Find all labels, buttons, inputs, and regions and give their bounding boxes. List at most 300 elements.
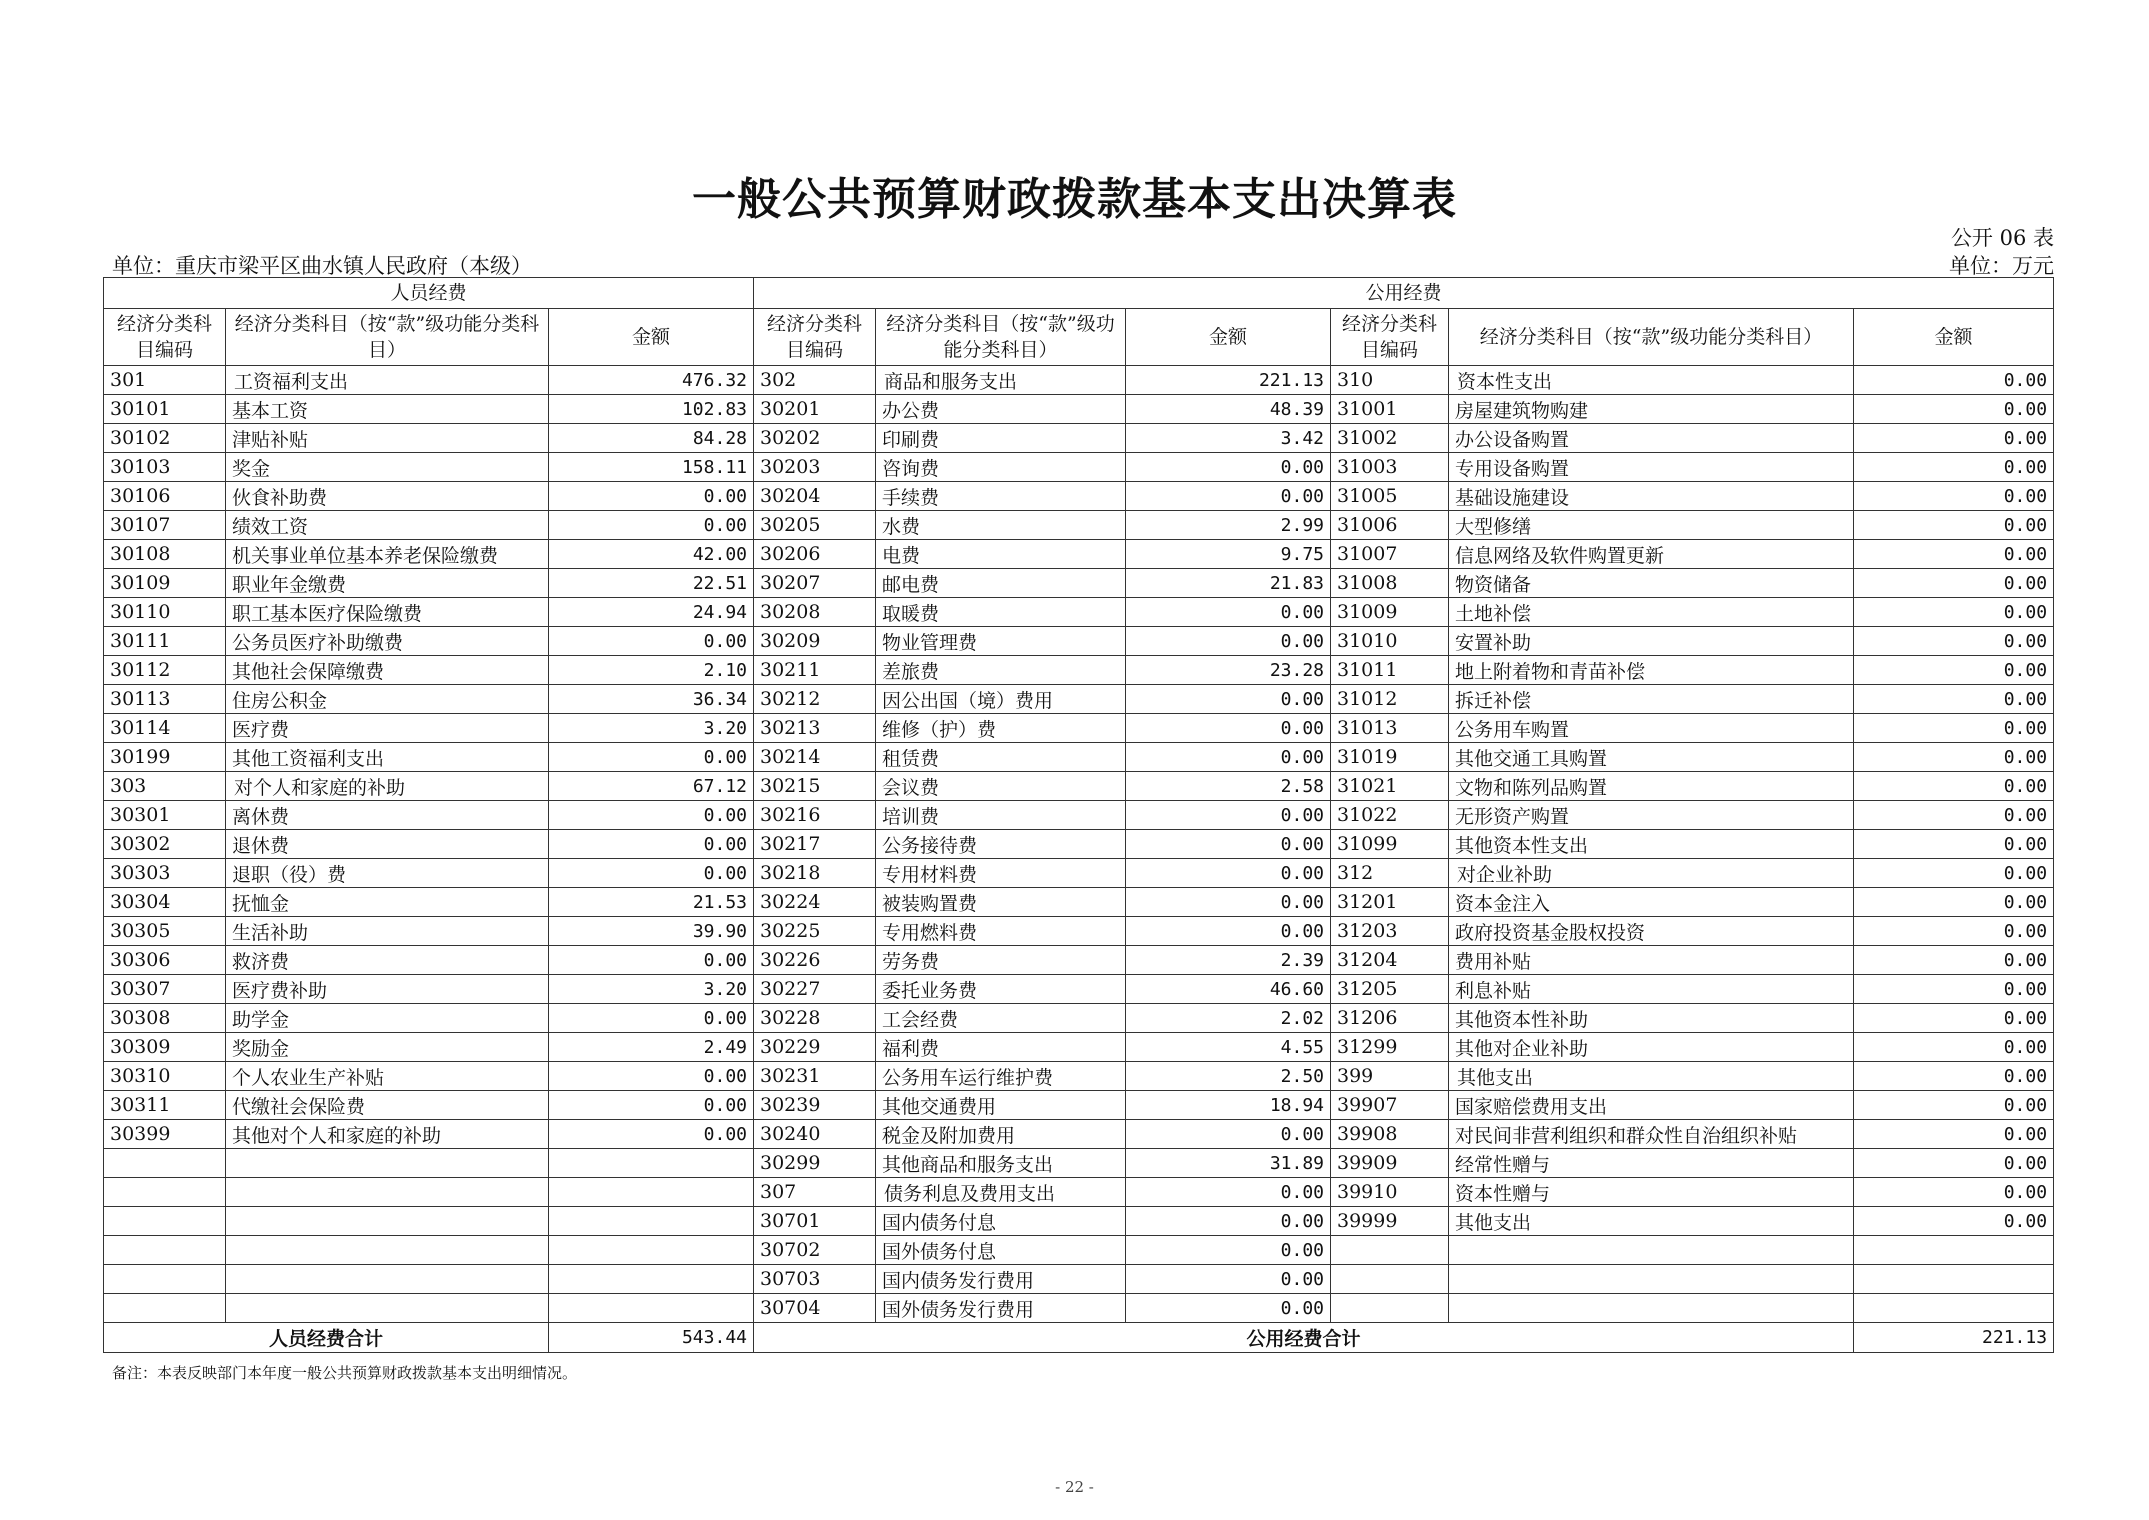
- cell-code: 31201: [1331, 888, 1449, 917]
- cell-name: 无形资产购置: [1449, 801, 1854, 830]
- cell-amount: 46.60: [1126, 975, 1331, 1004]
- cell-amount: 0.00: [1854, 1178, 2054, 1207]
- cell-code: 30102: [104, 424, 226, 453]
- cell-name: 退职（役）费: [226, 859, 549, 888]
- cell-amount: 0.00: [549, 946, 754, 975]
- cell-name: 专用材料费: [876, 859, 1126, 888]
- cell-amount: 221.13: [1126, 366, 1331, 395]
- cell-code: 30209: [754, 627, 876, 656]
- cell-code: 30308: [104, 1004, 226, 1033]
- cell-amount: 0.00: [1854, 917, 2054, 946]
- cell-amount: 0.00: [1854, 482, 2054, 511]
- cell-name: 劳务费: [876, 946, 1126, 975]
- cell-amount: 0.00: [1854, 859, 2054, 888]
- cell-code: 30216: [754, 801, 876, 830]
- table-row: [104, 1120, 2054, 1149]
- cell-code: 30201: [754, 395, 876, 424]
- cell-amount: 0.00: [549, 830, 754, 859]
- cell-amount: 31.89: [1126, 1149, 1331, 1178]
- cell-name: [226, 1178, 549, 1207]
- cell-code: 30103: [104, 453, 226, 482]
- cell-code: 31099: [1331, 830, 1449, 859]
- cell-name: 安置补助: [1449, 627, 1854, 656]
- cell-code: 30101: [104, 395, 226, 424]
- col-header-amount: 金额: [1854, 309, 2054, 366]
- cell-code: 30202: [754, 424, 876, 453]
- cell-name: 大型修缮: [1449, 511, 1854, 540]
- cell-code: 31205: [1331, 975, 1449, 1004]
- cell-code: 30311: [104, 1091, 226, 1120]
- cell-code: 31010: [1331, 627, 1449, 656]
- table-code-label: 公开 06 表: [1950, 226, 2054, 250]
- cell-amount: 0.00: [1854, 627, 2054, 656]
- cell-amount: 0.00: [1126, 453, 1331, 482]
- cell-code: 30231: [754, 1062, 876, 1091]
- cell-code: 30228: [754, 1004, 876, 1033]
- cell-name: 差旅费: [876, 656, 1126, 685]
- cell-name: 资本性赠与: [1449, 1178, 1854, 1207]
- cell-code: 30208: [754, 598, 876, 627]
- cell-code: 30227: [754, 975, 876, 1004]
- cell-amount: 2.50: [1126, 1062, 1331, 1091]
- cell-name: 地上附着物和青苗补偿: [1449, 656, 1854, 685]
- totals-row: [104, 1323, 2054, 1353]
- cell-code: 30214: [754, 743, 876, 772]
- cell-amount: 0.00: [549, 1004, 754, 1033]
- cell-name: 津贴补贴: [226, 424, 549, 453]
- cell-amount: [549, 1294, 754, 1323]
- cell-name: 债务利息及费用支出: [876, 1178, 1126, 1207]
- cell-name: 其他资本性补助: [1449, 1004, 1854, 1033]
- cell-code: 30224: [754, 888, 876, 917]
- cell-name: 对个人和家庭的补助: [226, 772, 549, 801]
- cell-amount: 0.00: [1854, 656, 2054, 685]
- cell-code: 30203: [754, 453, 876, 482]
- cell-amount: 9.75: [1126, 540, 1331, 569]
- cell-name: 专用燃料费: [876, 917, 1126, 946]
- table-row: [104, 685, 2054, 714]
- cell-code: 30399: [104, 1120, 226, 1149]
- cell-code: 31002: [1331, 424, 1449, 453]
- cell-name: 水费: [876, 511, 1126, 540]
- cell-name: 基本工资: [226, 395, 549, 424]
- table-row: [104, 656, 2054, 685]
- group-header-personnel: 人员经费: [104, 278, 754, 309]
- cell-name: 职工基本医疗保险缴费: [226, 598, 549, 627]
- group-header-public: 公用经费: [754, 278, 2054, 309]
- cell-amount: 0.00: [1854, 830, 2054, 859]
- cell-amount: 0.00: [1854, 395, 2054, 424]
- cell-amount: 2.49: [549, 1033, 754, 1062]
- cell-amount: 0.00: [1126, 1207, 1331, 1236]
- cell-name: 咨询费: [876, 453, 1126, 482]
- table-row: [104, 1033, 2054, 1062]
- cell-name: 利息补贴: [1449, 975, 1854, 1004]
- cell-code: 30106: [104, 482, 226, 511]
- cell-amount: 0.00: [1854, 1004, 2054, 1033]
- cell-name: 对企业补助: [1449, 859, 1854, 888]
- cell-code: 31011: [1331, 656, 1449, 685]
- table-row: [104, 453, 2054, 482]
- table-row: [104, 1294, 2054, 1323]
- cell-code: 30206: [754, 540, 876, 569]
- table-row: [104, 395, 2054, 424]
- cell-code: 31006: [1331, 511, 1449, 540]
- cell-name: 办公设备购置: [1449, 424, 1854, 453]
- cell-code: 31021: [1331, 772, 1449, 801]
- unit-currency: 单位：万元: [1949, 254, 2054, 278]
- table-row: [104, 511, 2054, 540]
- cell-code: 30110: [104, 598, 226, 627]
- cell-amount: 21.83: [1126, 569, 1331, 598]
- cell-code: 31019: [1331, 743, 1449, 772]
- cell-name: 生活补助: [226, 917, 549, 946]
- cell-code: 30306: [104, 946, 226, 975]
- cell-name: 国家赔偿费用支出: [1449, 1091, 1854, 1120]
- cell-code: 30229: [754, 1033, 876, 1062]
- cell-code: [1331, 1236, 1449, 1265]
- cell-name: 其他社会保障缴费: [226, 656, 549, 685]
- cell-name: 印刷费: [876, 424, 1126, 453]
- cell-code: 30215: [754, 772, 876, 801]
- cell-amount: [549, 1236, 754, 1265]
- cell-amount: 3.20: [549, 714, 754, 743]
- table-row: [104, 1062, 2054, 1091]
- page-title: 一般公共预算财政拨款基本支出决算表: [692, 174, 1457, 225]
- cell-amount: 0.00: [1854, 975, 2054, 1004]
- cell-code: 30205: [754, 511, 876, 540]
- cell-amount: [1854, 1294, 2054, 1323]
- table-body: [104, 366, 2054, 1323]
- cell-code: [1331, 1265, 1449, 1294]
- cell-name: 公务用车运行维护费: [876, 1062, 1126, 1091]
- table-row: [104, 1149, 2054, 1178]
- cell-code: 30109: [104, 569, 226, 598]
- cell-name: 伙食补助费: [226, 482, 549, 511]
- cell-name: 其他对个人和家庭的补助: [226, 1120, 549, 1149]
- cell-name: 国内债务发行费用: [876, 1265, 1126, 1294]
- cell-name: 其他资本性支出: [1449, 830, 1854, 859]
- cell-code: 30225: [754, 917, 876, 946]
- cell-name: 维修（护）费: [876, 714, 1126, 743]
- cell-code: 30310: [104, 1062, 226, 1091]
- col-header-name: 经济分类科目（按“款”级功能分类科目）: [1449, 309, 1854, 366]
- cell-name: 委托业务费: [876, 975, 1126, 1004]
- cell-name: 福利费: [876, 1033, 1126, 1062]
- cell-name: [1449, 1236, 1854, 1265]
- cell-code: 39908: [1331, 1120, 1449, 1149]
- table-row: [104, 801, 2054, 830]
- total-public-value: 221.13: [1854, 1323, 2054, 1353]
- cell-name: 救济费: [226, 946, 549, 975]
- cell-code: 310: [1331, 366, 1449, 395]
- cell-amount: 36.34: [549, 685, 754, 714]
- cell-amount: 3.20: [549, 975, 754, 1004]
- cell-name: 其他支出: [1449, 1207, 1854, 1236]
- cell-amount: 0.00: [549, 1062, 754, 1091]
- cell-name: 专用设备购置: [1449, 453, 1854, 482]
- cell-code: 30701: [754, 1207, 876, 1236]
- cell-name: 机关事业单位基本养老保险缴费: [226, 540, 549, 569]
- cell-code: 31007: [1331, 540, 1449, 569]
- cell-amount: 102.83: [549, 395, 754, 424]
- cell-amount: 0.00: [1126, 598, 1331, 627]
- cell-name: 医疗费: [226, 714, 549, 743]
- table-row: [104, 975, 2054, 1004]
- table-row: [104, 1091, 2054, 1120]
- cell-name: 会议费: [876, 772, 1126, 801]
- cell-name: [1449, 1294, 1854, 1323]
- cell-code: 30114: [104, 714, 226, 743]
- cell-amount: 0.00: [1854, 366, 2054, 395]
- cell-code: 30211: [754, 656, 876, 685]
- total-personnel-label: 人员经费合计: [104, 1323, 549, 1353]
- table-row: [104, 366, 2054, 395]
- cell-amount: 0.00: [549, 482, 754, 511]
- cell-name: 基础设施建设: [1449, 482, 1854, 511]
- cell-amount: 84.28: [549, 424, 754, 453]
- cell-code: 30703: [754, 1265, 876, 1294]
- cell-amount: 2.10: [549, 656, 754, 685]
- cell-amount: 0.00: [1854, 1149, 2054, 1178]
- cell-code: 30112: [104, 656, 226, 685]
- cell-code: 30299: [754, 1149, 876, 1178]
- cell-code: [104, 1294, 226, 1323]
- cell-code: 30704: [754, 1294, 876, 1323]
- cell-amount: 0.00: [549, 627, 754, 656]
- cell-code: 30304: [104, 888, 226, 917]
- cell-amount: 0.00: [1854, 1091, 2054, 1120]
- cell-amount: 0.00: [1854, 453, 2054, 482]
- cell-code: 31203: [1331, 917, 1449, 946]
- cell-amount: 0.00: [1854, 511, 2054, 540]
- cell-name: 其他交通工具购置: [1449, 743, 1854, 772]
- expenditure-table: [103, 277, 2054, 1353]
- cell-name: 工资福利支出: [226, 366, 549, 395]
- cell-name: 信息网络及软件购置更新: [1449, 540, 1854, 569]
- cell-amount: 0.00: [1126, 1265, 1331, 1294]
- page-number: - 22 -: [1055, 1478, 1094, 1496]
- cell-code: [104, 1207, 226, 1236]
- cell-amount: 0.00: [1126, 859, 1331, 888]
- cell-name: 取暖费: [876, 598, 1126, 627]
- cell-name: 物业管理费: [876, 627, 1126, 656]
- cell-amount: 67.12: [549, 772, 754, 801]
- cell-name: 政府投资基金股权投资: [1449, 917, 1854, 946]
- cell-code: 30212: [754, 685, 876, 714]
- cell-code: 301: [104, 366, 226, 395]
- cell-name: 拆迁补偿: [1449, 685, 1854, 714]
- cell-name: 工会经费: [876, 1004, 1126, 1033]
- cell-code: 31013: [1331, 714, 1449, 743]
- cell-code: 30303: [104, 859, 226, 888]
- cell-code: [104, 1149, 226, 1178]
- cell-amount: 0.00: [1854, 540, 2054, 569]
- cell-amount: 0.00: [1126, 830, 1331, 859]
- cell-amount: 158.11: [549, 453, 754, 482]
- cell-name: 对民间非营利组织和群众性自治组织补贴: [1449, 1120, 1854, 1149]
- table-row: [104, 482, 2054, 511]
- cell-code: 31001: [1331, 395, 1449, 424]
- cell-name: 其他支出: [1449, 1062, 1854, 1091]
- cell-name: [226, 1236, 549, 1265]
- cell-amount: 0.00: [1854, 685, 2054, 714]
- cell-amount: 24.94: [549, 598, 754, 627]
- cell-name: 办公费: [876, 395, 1126, 424]
- cell-amount: 48.39: [1126, 395, 1331, 424]
- table-row: [104, 1004, 2054, 1033]
- cell-code: 31299: [1331, 1033, 1449, 1062]
- cell-name: 奖金: [226, 453, 549, 482]
- table-row: [104, 598, 2054, 627]
- total-personnel-value: 543.44: [549, 1323, 754, 1353]
- cell-amount: 0.00: [1854, 1062, 2054, 1091]
- cell-code: 30218: [754, 859, 876, 888]
- cell-name: 公务接待费: [876, 830, 1126, 859]
- cell-amount: 39.90: [549, 917, 754, 946]
- cell-name: 被装购置费: [876, 888, 1126, 917]
- cell-code: 30309: [104, 1033, 226, 1062]
- cell-name: 其他对企业补助: [1449, 1033, 1854, 1062]
- cell-amount: 0.00: [1126, 627, 1331, 656]
- cell-code: 303: [104, 772, 226, 801]
- cell-amount: 0.00: [1126, 482, 1331, 511]
- cell-code: [104, 1236, 226, 1265]
- col-header-name: 经济分类科目（按“款”级功能分类科目）: [876, 309, 1126, 366]
- col-header-code: 经济分类科目编码: [754, 309, 876, 366]
- cell-name: 税金及附加费用: [876, 1120, 1126, 1149]
- cell-amount: 0.00: [1126, 714, 1331, 743]
- table-row: [104, 888, 2054, 917]
- col-header-amount: 金额: [549, 309, 754, 366]
- cell-code: 39910: [1331, 1178, 1449, 1207]
- cell-code: 30107: [104, 511, 226, 540]
- cell-amount: [1854, 1236, 2054, 1265]
- cell-amount: 0.00: [1854, 569, 2054, 598]
- cell-name: 其他工资福利支出: [226, 743, 549, 772]
- cell-code: 31008: [1331, 569, 1449, 598]
- cell-code: 30226: [754, 946, 876, 975]
- cell-code: 30240: [754, 1120, 876, 1149]
- cell-code: [1331, 1294, 1449, 1323]
- cell-amount: 0.00: [1854, 1033, 2054, 1062]
- cell-name: 租赁费: [876, 743, 1126, 772]
- cell-code: 30702: [754, 1236, 876, 1265]
- cell-amount: 21.53: [549, 888, 754, 917]
- cell-name: 公务员医疗补助缴费: [226, 627, 549, 656]
- cell-code: 31012: [1331, 685, 1449, 714]
- cell-code: 30301: [104, 801, 226, 830]
- col-header-code: 经济分类科目编码: [104, 309, 226, 366]
- table-row: [104, 946, 2054, 975]
- cell-name: 其他交通费用: [876, 1091, 1126, 1120]
- col-header-name: 经济分类科目（按“款”级功能分类科目）: [226, 309, 549, 366]
- cell-name: 职业年金缴费: [226, 569, 549, 598]
- cell-code: 30213: [754, 714, 876, 743]
- cell-code: 30113: [104, 685, 226, 714]
- cell-amount: 0.00: [1854, 1207, 2054, 1236]
- cell-amount: 4.55: [1126, 1033, 1331, 1062]
- cell-code: 39907: [1331, 1091, 1449, 1120]
- cell-amount: 0.00: [1854, 888, 2054, 917]
- table-row: [104, 830, 2054, 859]
- cell-code: 30108: [104, 540, 226, 569]
- cell-name: 国外债务发行费用: [876, 1294, 1126, 1323]
- cell-code: 307: [754, 1178, 876, 1207]
- cell-amount: 23.28: [1126, 656, 1331, 685]
- cell-amount: 0.00: [549, 1091, 754, 1120]
- cell-name: 经常性赠与: [1449, 1149, 1854, 1178]
- cell-amount: 0.00: [1126, 685, 1331, 714]
- cell-amount: 0.00: [549, 511, 754, 540]
- cell-amount: 0.00: [549, 743, 754, 772]
- table-row: [104, 540, 2054, 569]
- cell-amount: 0.00: [549, 801, 754, 830]
- cell-code: 39909: [1331, 1149, 1449, 1178]
- cell-name: [226, 1265, 549, 1294]
- cell-amount: 0.00: [1126, 888, 1331, 917]
- cell-amount: [549, 1149, 754, 1178]
- table-row: [104, 714, 2054, 743]
- cell-code: 312: [1331, 859, 1449, 888]
- cell-amount: 2.58: [1126, 772, 1331, 801]
- cell-name: 助学金: [226, 1004, 549, 1033]
- cell-name: 奖励金: [226, 1033, 549, 1062]
- cell-name: 代缴社会保险费: [226, 1091, 549, 1120]
- cell-code: [104, 1265, 226, 1294]
- cell-amount: 476.32: [549, 366, 754, 395]
- cell-code: 302: [754, 366, 876, 395]
- cell-name: 土地补偿: [1449, 598, 1854, 627]
- cell-code: 31022: [1331, 801, 1449, 830]
- cell-amount: 0.00: [1126, 743, 1331, 772]
- cell-name: [226, 1149, 549, 1178]
- cell-amount: 0.00: [1126, 917, 1331, 946]
- table-row: [104, 627, 2054, 656]
- cell-name: 因公出国（境）费用: [876, 685, 1126, 714]
- cell-name: 国内债务付息: [876, 1207, 1126, 1236]
- total-public-label: 公用经费合计: [754, 1323, 1854, 1353]
- cell-code: 31009: [1331, 598, 1449, 627]
- cell-code: 30239: [754, 1091, 876, 1120]
- cell-name: 商品和服务支出: [876, 366, 1126, 395]
- cell-amount: 0.00: [1854, 424, 2054, 453]
- cell-amount: 0.00: [1854, 598, 2054, 627]
- cell-code: 31003: [1331, 453, 1449, 482]
- cell-code: 31206: [1331, 1004, 1449, 1033]
- cell-amount: 0.00: [1854, 772, 2054, 801]
- cell-code: 399: [1331, 1062, 1449, 1091]
- cell-name: 抚恤金: [226, 888, 549, 917]
- cell-name: 退休费: [226, 830, 549, 859]
- cell-amount: 0.00: [1854, 1120, 2054, 1149]
- cell-amount: 0.00: [1126, 801, 1331, 830]
- cell-name: 电费: [876, 540, 1126, 569]
- cell-code: 39999: [1331, 1207, 1449, 1236]
- cell-code: [104, 1178, 226, 1207]
- cell-name: 其他商品和服务支出: [876, 1149, 1126, 1178]
- cell-code: 30217: [754, 830, 876, 859]
- cell-amount: 2.39: [1126, 946, 1331, 975]
- cell-amount: [549, 1265, 754, 1294]
- cell-amount: 42.00: [549, 540, 754, 569]
- table-row: [104, 859, 2054, 888]
- cell-name: 医疗费补助: [226, 975, 549, 1004]
- table-row: [104, 569, 2054, 598]
- cell-name: 文物和陈列品购置: [1449, 772, 1854, 801]
- col-header-code: 经济分类科目编码: [1331, 309, 1449, 366]
- cell-amount: [549, 1178, 754, 1207]
